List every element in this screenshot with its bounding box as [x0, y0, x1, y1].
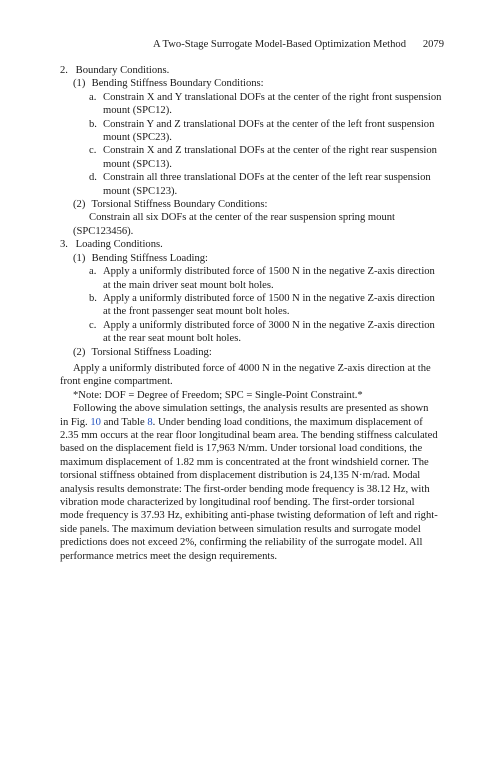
paragraph-line: mode frequency is 37.93 Hz, exhibiting anti-phase twisting deformation of left and right-	[60, 510, 438, 522]
item-continuation: mount (SPC13).	[103, 158, 172, 170]
text-fragment: in Fig.	[60, 416, 91, 428]
section-2-heading	[60, 64, 444, 77]
subsection-title: Torsional Stiffness Boundary Conditions:	[91, 199, 268, 211]
subsection-title: Torsional Stiffness Loading:	[91, 346, 212, 358]
paragraph-line: Apply a uniformly distributed force of 4000 N in the negative Z-axis direction at the	[73, 362, 431, 374]
paragraph-line	[60, 416, 444, 429]
subsection-number: (2)	[73, 346, 86, 358]
item-label: a.	[89, 91, 97, 103]
list-item	[60, 118, 444, 131]
paragraph-line: 2.35 mm occurs at the rear floor longitudinal beam area. The bending stiffness calculated	[60, 429, 438, 441]
item-text: Constrain X and Y translational DOFs at the center of the right front suspension	[103, 91, 442, 103]
list-item	[60, 171, 444, 184]
body-text	[60, 64, 444, 563]
list-item	[60, 144, 444, 157]
subsection-title: Bending Stiffness Loading:	[91, 252, 208, 264]
section-title: Boundary Conditions.	[75, 65, 170, 76]
section-number: 3.	[60, 239, 68, 251]
list-item	[60, 319, 444, 332]
footnote-note: *Note: DOF = Degree of Freedom; SPC = Single-Point Constraint.*	[73, 389, 363, 401]
page-number: 2079	[422, 39, 444, 50]
subsection-heading	[60, 198, 444, 211]
item-continuation: at the rear seat mount bolt holes.	[103, 333, 241, 345]
item-text: Apply a uniformly distributed force of 1500 N in the negative Z-axis direction	[103, 266, 435, 278]
section-3-heading	[60, 238, 444, 251]
item-label: c.	[89, 319, 97, 331]
list-item	[60, 91, 444, 104]
item-continuation: mount (SPC23).	[103, 132, 172, 144]
table-link[interactable]: 8	[147, 416, 153, 428]
paragraph-line: side panels. The maximum deviation between simulation results and surrogate model	[60, 523, 421, 535]
paragraph-line: Constrain all six DOFs at the center of the rear suspension spring mount	[89, 212, 395, 224]
subsection-heading	[60, 252, 444, 265]
item-label: c.	[89, 145, 97, 157]
item-continuation: mount (SPC123).	[103, 185, 178, 197]
list-item	[60, 265, 444, 278]
paragraph-line: torsional stiffness obtained from displacement distribution is 24,135 N·m/rad. Modal	[60, 470, 421, 482]
item-text: Constrain all three translational DOFs at the center of the left rear suspension	[103, 172, 431, 184]
running-header	[60, 38, 444, 52]
item-label: a.	[89, 266, 97, 278]
item-label: d.	[89, 172, 97, 184]
list-item	[60, 292, 444, 305]
paragraph-line: (SPC123456).	[73, 225, 134, 237]
item-continuation: at the front passenger seat mount bolt holes.	[103, 306, 290, 318]
text-fragment: and Table	[100, 416, 148, 428]
paragraph-line: analysis results demonstrate: The first-order bending mode frequency is 38.12 Hz, with	[60, 483, 430, 495]
paragraph-line: front engine compartment.	[60, 376, 173, 388]
paragraph-line: vibration mode characterized by longitudinal roof bending. The first-order torsional	[60, 497, 415, 508]
running-title: A Two-Stage Surrogate Model-Based Optimization Method	[153, 39, 406, 50]
section-number: 2.	[60, 65, 68, 76]
paragraph-line: based on the displacement field is 17,963 N/mm. Under torsional load conditions, the	[60, 443, 423, 455]
paragraph-line: maximum displacement of 1.82 mm is concentrated at the front windshield corner. The	[60, 456, 429, 468]
subsection-number: (2)	[73, 199, 86, 211]
item-text: Constrain X and Z translational DOFs at the center of the right rear suspension	[103, 145, 437, 157]
item-label: b.	[89, 292, 97, 304]
section-title: Loading Conditions.	[75, 239, 163, 251]
item-continuation: mount (SPC12).	[103, 105, 172, 117]
paragraph-line: Following the above simulation settings, the analysis results are presented as shown	[73, 403, 429, 415]
subsection-heading	[60, 77, 444, 90]
subsection-number: (1)	[73, 78, 86, 90]
text-fragment: . Under bending load conditions, the maximum displacement of	[152, 416, 423, 428]
paragraph-line: predictions does not exceed 2%, confirming the reliability of the surrogate model. All	[60, 537, 423, 549]
subsection-title: Bending Stiffness Boundary Conditions:	[91, 78, 264, 90]
subsection-heading	[60, 346, 444, 359]
figure-link[interactable]: 10	[90, 416, 101, 428]
item-text: Apply a uniformly distributed force of 1500 N in the negative Z-axis direction	[103, 292, 435, 304]
paragraph-line: performance metrics meet the design requirements.	[60, 550, 278, 562]
subsection-number: (1)	[73, 252, 86, 264]
item-text: Constrain Y and Z translational DOFs at the center of the left front suspension	[103, 118, 435, 130]
item-label: b.	[89, 118, 97, 130]
item-continuation: at the main driver seat mount bolt holes.	[103, 279, 274, 291]
item-text: Apply a uniformly distributed force of 3000 N in the negative Z-axis direction	[103, 319, 435, 331]
